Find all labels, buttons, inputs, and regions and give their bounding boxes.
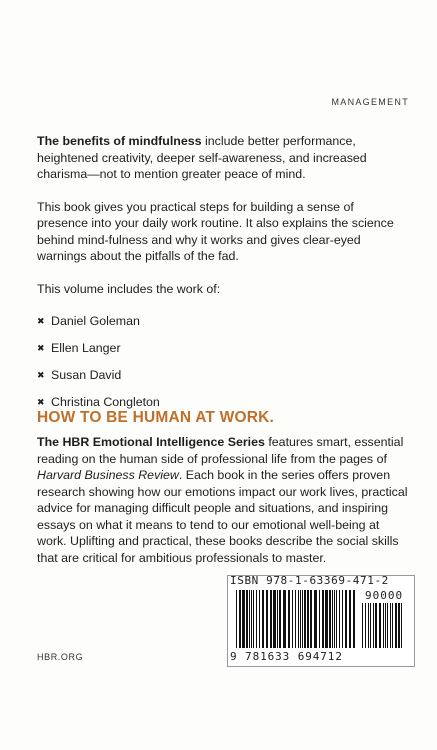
barcode-bar <box>298 590 299 648</box>
barcode-bar <box>379 603 381 648</box>
barcode-bar <box>362 603 363 648</box>
author-item <box>37 340 407 367</box>
barcode-bar <box>246 590 248 648</box>
isbn-text: ISBN 978-1-63369-471-2 <box>230 574 389 587</box>
intro-paragraph <box>37 133 407 183</box>
barcode-bar <box>325 590 328 648</box>
barcode-bar <box>334 590 335 648</box>
barcode-bar <box>302 590 303 648</box>
author-list <box>37 313 407 421</box>
practical-steps-paragraph: This book gives you practical steps for building a sense of presence into your daily work routine. It also explains the science behind mind-fulness and why it works and gives clear-eyed warnings about the pitfalls of the fad. <box>37 199 394 263</box>
barcode-bar <box>310 590 312 648</box>
barcode-bar <box>395 603 397 648</box>
author-item <box>37 313 407 340</box>
author-name: Daniel Goleman <box>51 314 140 328</box>
barcode-bar <box>259 590 260 648</box>
barcode-bar <box>307 590 309 648</box>
ean-digits: 9 781633 694712 <box>230 650 343 663</box>
barcode-bar <box>401 603 402 648</box>
magazine-title: Harvard Business Review <box>37 468 179 482</box>
author-name: Ellen Langer <box>51 341 121 355</box>
star-bullet-icon: ✖ <box>37 316 45 326</box>
barcode-bar <box>295 590 296 648</box>
barcode-bar <box>392 603 393 648</box>
series-name: The HBR Emotional Intelligence Series <box>37 435 265 449</box>
barcode-bar <box>236 590 237 648</box>
barcode-bar <box>370 603 371 648</box>
author-item <box>37 367 407 394</box>
barcode-bar <box>332 590 333 648</box>
series-description <box>37 434 411 566</box>
barcode-bar <box>292 590 293 648</box>
barcode-bar <box>314 590 317 648</box>
barcode-bar <box>336 590 337 648</box>
barcode-bar <box>387 603 388 648</box>
barcode-bar <box>319 590 320 648</box>
author-name: Susan David <box>51 368 122 382</box>
barcode-bar <box>349 590 351 648</box>
price-barcode <box>362 603 408 648</box>
barcode-bar <box>283 590 286 648</box>
barcode-bar <box>279 590 281 648</box>
barcode-bar <box>270 590 272 648</box>
website-label: HBR.ORG <box>37 652 84 662</box>
barcode-bar <box>262 590 264 648</box>
barcode-bar <box>329 590 331 648</box>
barcode-bar <box>342 590 343 648</box>
barcode-bar <box>288 590 290 648</box>
barcode-bar <box>385 603 386 648</box>
price-code: 90000 <box>365 589 404 602</box>
barcode-bar <box>273 590 276 648</box>
barcode-bar <box>253 590 254 648</box>
series-text-part1: features smart, essential reading on the human side of professional life from the pages of <box>37 435 404 466</box>
star-bullet-icon: ✖ <box>37 343 45 353</box>
star-bullet-icon: ✖ <box>37 397 45 407</box>
barcode-bar <box>368 603 369 648</box>
series-text-part2: . Each book in the series offers proven research showing how our emotions impact our work lives, practical advice for managing difficult people and situations, and inspiring essays on what it means to tend to our emotional well-being at work. Uplifting and practical, these books describe the social skills that are critical for ambitious professionals to master. <box>37 468 408 565</box>
author-name: Christina Congleton <box>51 395 160 409</box>
authors-intro: This volume includes the work of: <box>37 281 221 296</box>
barcode-bar <box>256 590 257 648</box>
barcode-bar <box>239 590 241 648</box>
barcode-bar <box>390 603 391 648</box>
barcode-bar <box>266 590 268 648</box>
category-label: MANAGEMENT <box>331 97 409 107</box>
barcode-bar <box>251 590 252 648</box>
barcode-bar <box>242 590 245 648</box>
barcode-bar <box>304 590 306 648</box>
barcode-bar <box>365 603 366 648</box>
barcode-bar <box>339 590 340 648</box>
barcode-bar <box>353 590 355 648</box>
description-blurb <box>37 133 407 421</box>
star-bullet-icon: ✖ <box>37 370 45 380</box>
series-heading: HOW TO BE HUMAN AT WORK. <box>37 409 274 426</box>
barcode-bar <box>375 603 377 648</box>
barcode-bar <box>277 590 278 648</box>
intro-lead: The benefits of mindfulness <box>37 134 202 148</box>
barcode-bar <box>300 590 301 648</box>
ean-barcode <box>236 590 356 648</box>
barcode-bar <box>249 590 250 648</box>
intro-rest: include better performance, heightened creativity, deeper self-awareness, and increased charisma—not to mention greater peace of mind. <box>37 134 367 181</box>
barcode-bar <box>345 590 347 648</box>
barcode-bar <box>322 590 324 648</box>
barcode-bar <box>373 603 374 648</box>
barcode-bar <box>383 603 384 648</box>
barcode-bar <box>398 603 400 648</box>
